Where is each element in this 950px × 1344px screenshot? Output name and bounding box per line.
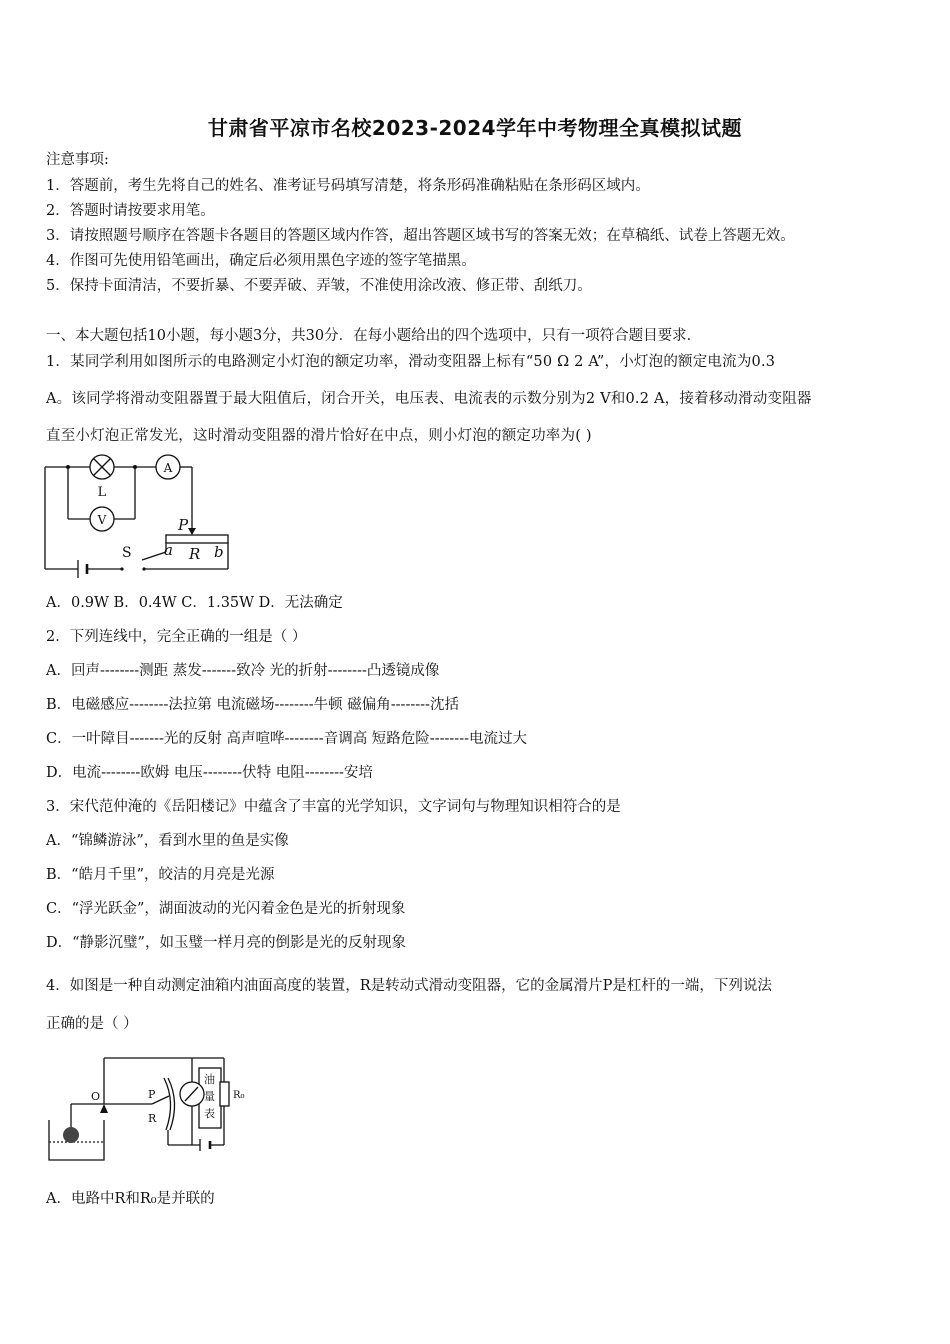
q4-gauge-char: 表 xyxy=(204,1107,215,1120)
q1-stem-line: 1．某同学利用如图所示的电路测定小灯泡的额定功率，滑动变阻器上标有“50 Ω 2 A”，小灯泡的额定电流为0.3 xyxy=(46,354,776,370)
q3-option: A．“锦鳞游泳”，看到水里的鱼是实像 xyxy=(46,833,289,849)
q4-oil-gauge-diagram xyxy=(44,1050,259,1165)
q4-r0-label: R₀ xyxy=(233,1090,245,1101)
q3-stem: 3．宋代范仲淹的《岳阳楼记》中蕴含了丰富的光学知识，文字词句与物理知识相符合的是 xyxy=(46,799,621,815)
q2-option: A．回声--------测距 蒸发-------致冷 光的折射--------凸透镜成像 xyxy=(46,663,440,679)
q2-option: B．电磁感应--------法拉第 电流磁场--------牛顿 磁偏角--------沈括 xyxy=(46,697,459,713)
notice-heading: 注意事项: xyxy=(46,152,109,168)
notice-item: 3．请按照题号顺序在答题卡各题目的答题区域内作答，超出答题区域书写的答案无效；在草稿纸、试卷上答题无效。 xyxy=(46,228,795,244)
q4-pivot-label: O xyxy=(91,1090,101,1103)
q4-slider-label: P xyxy=(148,1088,156,1101)
q1-resistor-label: R xyxy=(189,545,201,563)
notice-item: 2．答题时请按要求用笔。 xyxy=(46,203,215,219)
notice-item: 5．保持卡面清洁，不要折暴、不要弄破、弄皱，不准使用涂改液、修正带、刮纸刀。 xyxy=(46,278,592,294)
q1-ammeter-label: A xyxy=(163,461,173,475)
q2-stem: 2．下列连线中，完全正确的一组是（ ） xyxy=(46,629,307,645)
q1-end-b-label: b xyxy=(214,543,224,561)
q4-gauge-char: 油 xyxy=(204,1073,215,1086)
q3-option: B．“皓月千里”，皎洁的月亮是光源 xyxy=(46,867,275,883)
q3-option: D．“静影沉璧”，如玉璧一样月亮的倒影是光的反射现象 xyxy=(46,935,406,951)
notice-item: 1．答题前，考生先将自己的姓名、准考证号码填写清楚，将条形码准确粘贴在条形码区域内。 xyxy=(46,178,650,194)
q1-switch-label: S xyxy=(122,545,132,561)
q1-end-a-label: a xyxy=(164,541,173,559)
section-heading: 一、本大题包括10小题，每小题3分，共30分．在每小题给出的四个选项中，只有一项符合题目要求． xyxy=(46,328,702,344)
q1-lamp-label: L xyxy=(97,485,107,500)
q1-voltmeter-label: V xyxy=(97,513,107,527)
q2-option: C．一叶障目-------光的反射 高声喧哗--------音调高 短路危险--------电流过大 xyxy=(46,731,527,747)
q4-stem-line: 4．如图是一种自动测定油箱内油面高度的装置，R是转动式滑动变阻器，它的金属滑片P是杠杆的一端，下列说法 xyxy=(46,978,772,994)
q2-option: D．电流--------欧姆 电压--------伏特 电阻--------安培 xyxy=(46,765,373,781)
q1-options: A．0.9W B．0.4W C．1.35W D．无法确定 xyxy=(46,595,343,611)
q3-option: C．“浮光跃金”，湖面波动的光闪着金色是光的折射现象 xyxy=(46,901,406,917)
q1-stem-line: 直至小灯泡正常发光，这时滑动变阻器的滑片恰好在中点，则小灯泡的额定功率为( ) xyxy=(46,428,592,444)
q4-option-a: A．电路中R和R₀是并联的 xyxy=(46,1191,215,1207)
q1-slider-label: P xyxy=(178,516,189,534)
q4-resistor-label: R xyxy=(148,1112,157,1125)
q1-stem-line: A。该同学将滑动变阻器置于最大阻值后，闭合开关，电压表、电流表的示数分别为2 V和0.2 A，接着移动滑动变阻器 xyxy=(46,391,812,407)
q4-gauge-char: 量 xyxy=(204,1090,215,1103)
q4-stem-line: 正确的是（ ） xyxy=(46,1016,138,1032)
notice-item: 4．作图可先使用铅笔画出，确定后必须用黑色字迹的签字笔描黑。 xyxy=(46,253,476,269)
q1-circuit-diagram xyxy=(38,452,238,582)
page-title: 甘肃省平凉市名校2023-2024学年中考物理全真模拟试题 xyxy=(207,116,743,140)
